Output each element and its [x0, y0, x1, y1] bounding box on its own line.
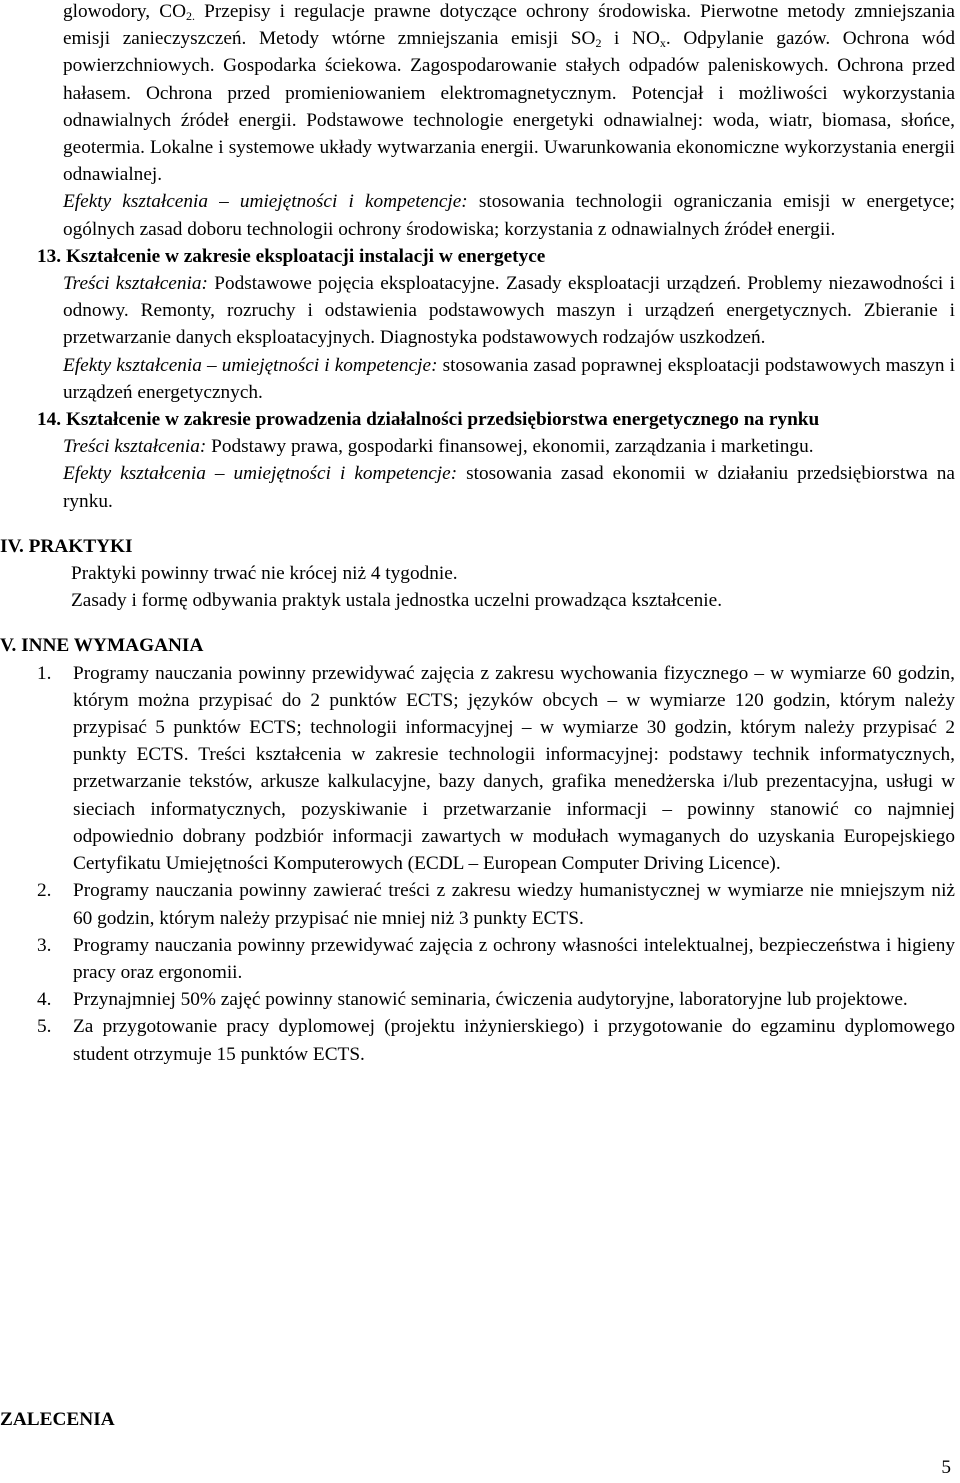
effects-label: Efekty kształcenia – umiejętności i kompetencje: [63, 463, 458, 485]
content-label: Treści kształcenia: [63, 273, 208, 295]
effects-label: Efekty kształcenia – umiejętności i kompetencje: [63, 191, 468, 213]
item-number: 3. [37, 934, 52, 956]
subscript: x [659, 36, 666, 51]
item-number: 1. [37, 662, 52, 684]
section-title: Kształcenie w zakresie eksploatacji instalacji w energetyce [65, 245, 546, 267]
effects-text: stosowania zasad poprawnej eksploatacji podstawowych maszyn i urządzeń energetycznych. [63, 354, 955, 403]
content-text: Podstawy prawa, gospodarki finansowej, ekonomii, zarządzania i marketingu. [206, 436, 814, 458]
paragraph-effects-12 [63, 188, 955, 242]
effects-label: Efekty kształcenia – umiejętności i kompetencje: [63, 354, 438, 376]
item-text: Za przygotowanie pracy dyplomowej (projektu inżynierskiego) i przygotowanie do egzaminu dyplomowego student otrzymuje 15 punktów ECTS. [73, 1016, 955, 1065]
practice-duration: Praktyki powinny trwać nie krócej niż 4 tygodnie. [71, 563, 458, 585]
spacer [63, 515, 955, 533]
section-v-heading: V. INNE WYMAGANIA [0, 635, 204, 657]
item-text: Przynajmniej 50% zajęć powinny stanowić seminaria, ćwiczenia audytoryjne, laboratoryjne lub projektowe. [73, 989, 908, 1011]
requirements-list [37, 660, 955, 1068]
item-number: 5. [37, 1016, 52, 1038]
content-text: Podstawowe pojęcia eksploatacyjne. Zasady eksploatacji urządzeń. Problemy niezawodności i odnowy. Remonty, rozruchy i odstawienia podstawowych maszyn i urządzeń energetycznych. Zbieranie i przetwarzanie danych eksploatacyjnych. Diagnostyka podstawowych rodzajów uszkodzeń. [63, 273, 955, 349]
text-run: . Odpylanie gazów. Ochrona wód powierzchniowych. Gospodarka ściekowa. Zagospodarowanie stałych odpadów paleniskowych. Ochrona przed hałasem. Ochrona przed promieniowaniem elektromagnetycznym. Potencjał i możliwości wykorzystania odnawialnych źródeł energii. Podstawowe technologie energetyki odnawialnej: woda, wiatr, biomasa, słońce, geotermia. Lokalne i systemowe układy wytwarzania energii. Uwarunkowania ekonomiczne wykorzystania energii odnawialnej. [63, 28, 955, 186]
list-item [37, 1013, 955, 1067]
item-number: 4. [37, 989, 52, 1011]
section-13-heading [37, 243, 955, 270]
item-text: Programy nauczania powinny przewidywać zajęcia z ochrony własności intelektualnej, bezpieczeństwa i higieny pracy oraz ergonomii. [73, 934, 955, 983]
list-item [37, 986, 955, 1013]
section-13-content [63, 270, 955, 352]
item-text: Programy nauczania powinny przewidywać zajęcia z zakresu wychowania fizycznego – w wymiarze 60 godzin, którym można przypisać do 2 punktów ECTS; języków obcych – w wymiarze 120 godzin, którym należy przypisać 5 punktów ECTS; technologii informacyjnej – w wymiarze 30 godzin, którym należy przypisać 2 punkty ECTS. Treści kształcenia w zakresie technologii informacyjnej: podstawy technik informatycznych, przetwarzanie tekstów, arkusze kalkulacyjne, bazy danych, grafika menedżerska i/lub prezentacyjna, usługi w sieciach informatycznych, pozyskiwanie i przetwarzanie informacji – powinny stanowić co najmniej odpowiednio dobrany podzbiór informacji zawartych w modułach wymaganych do uzyskania Europejskiego Certyfikatu Umiejętności Komputerowych (ECDL – European Computer Driving Licence). [73, 662, 955, 875]
section-number: 13. [37, 245, 62, 267]
section-14-heading [37, 406, 955, 433]
section-14-effects [63, 460, 955, 514]
subscript: 2 [595, 36, 602, 51]
spacer [63, 614, 955, 632]
list-item [37, 932, 955, 986]
section-title: Kształcenie w zakresie prowadzenia działalności przedsiębiorstwa energetycznego na rynku [65, 409, 820, 431]
paragraph-environment-topics [63, 0, 955, 188]
recommendations-heading: ZALECENIA [0, 1409, 115, 1430]
text-run: Przepisy i regulacje prawne dotyczące ochrony środowiska. Pierwotne metody zmniejszania emisji zanieczyszczeń. Metody wtórne zmniejszania emisji SO [63, 1, 955, 50]
section-iv-heading: IV. PRAKTYKI [0, 535, 133, 557]
section-number: 14. [37, 409, 62, 431]
effects-text: stosowania zasad ekonomii w działaniu przedsiębiorstwa na rynku. [63, 463, 955, 512]
text-run: glowodory, CO [63, 1, 187, 22]
text-run: i NO [601, 28, 660, 50]
page-number: 5 [941, 1456, 951, 1478]
section-13-effects [63, 352, 955, 406]
subscript: 2. [186, 9, 196, 23]
section-14-content [63, 433, 955, 460]
item-text: Programy nauczania powinny zawierać treści z zakresu wiedzy humanistycznej w wymiarze nie mniejszym niż 60 godzin, którym należy przypisać nie mniej niż 3 punkty ECTS. [73, 880, 955, 929]
practice-rules: Zasady i formę odbywania praktyk ustala jednostka uczelni prowadząca kształcenie. [71, 590, 723, 612]
list-item [37, 660, 955, 878]
item-number: 2. [37, 880, 52, 902]
content-label: Treści kształcenia: [63, 436, 207, 458]
list-item [37, 877, 955, 931]
effects-text: stosowania technologii ograniczania emisji w energetyce; ogólnych zasad doboru technologii ochrony środowiska; korzystania z odnawialnych źródeł energii. [63, 191, 955, 240]
